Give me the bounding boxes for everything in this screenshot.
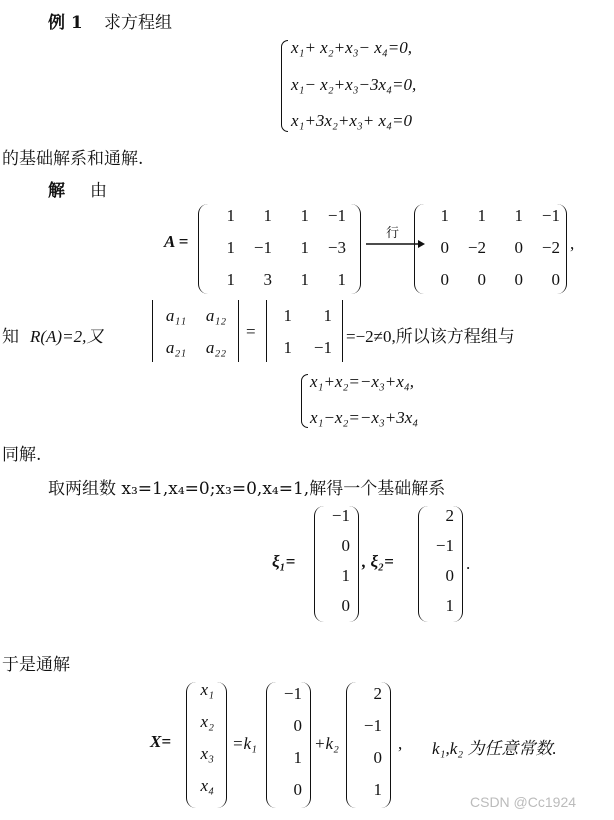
matrix-cell: −3 — [327, 238, 346, 257]
vector-entry: 0 — [445, 566, 454, 585]
minor-equals: = — [246, 322, 256, 341]
matrix-cell: 1 — [300, 206, 309, 225]
matrix-cell: 1 — [477, 206, 486, 225]
same-solution-text: 同解. — [2, 445, 42, 465]
solution-label: 解 — [48, 181, 65, 201]
vector-entry: 0 — [341, 596, 350, 615]
general-note: k₁,k₂ 为任意常数. — [432, 739, 557, 758]
matrix-cell: 0 — [551, 270, 560, 289]
vector-entry: x₃ — [200, 744, 214, 763]
matrix-cell: −1 — [541, 206, 560, 225]
vector-entry: 1 — [373, 780, 382, 799]
det-22: −1 — [313, 338, 332, 357]
minor-right-bar — [238, 300, 239, 362]
solution-word: 由 — [90, 181, 107, 201]
know-text: 知 — [2, 327, 19, 347]
general-k2: +k₂ — [314, 734, 339, 753]
system2-eq2: x₁−x₂=−x₃+3x₄ — [310, 408, 419, 427]
vector-entry: 1 — [445, 596, 454, 615]
matrix-cell: 1 — [263, 206, 272, 225]
matrix-cell: −1 — [253, 238, 272, 257]
vector-entry: 2 — [445, 506, 454, 525]
vector-entry: 0 — [341, 536, 350, 555]
system2-brace — [301, 374, 308, 428]
basic-solution-text: 的基础解系和通解. — [2, 149, 144, 169]
general-X: X= — [150, 732, 172, 751]
matrix-cell: 1 — [514, 206, 523, 225]
matrix-cell: 0 — [514, 238, 523, 257]
vector-entry: x₂ — [200, 712, 214, 731]
matrix-A-name: A = — [164, 232, 189, 251]
watermark: CSDN @Cc1924 — [470, 794, 577, 810]
minor-a11: a₁₁ — [165, 306, 187, 325]
matrix-cell: 1 — [226, 238, 235, 257]
choose-line: 取两组数 x₃=1,x₄=0;x₃=0,x₄=1,解得一个基础解系 — [48, 479, 446, 499]
det-left-bar — [266, 300, 267, 362]
matrix-cell: 1 — [337, 270, 346, 289]
vector-entry: 1 — [341, 566, 350, 585]
matrix-cell: −1 — [327, 206, 346, 225]
example-prompt: 求方程组 — [104, 13, 172, 33]
matrix-cell: −2 — [541, 238, 560, 257]
system1-eq3: x₁+3x₂+x₃+ x₄=0 — [291, 111, 412, 130]
system1-brace — [281, 40, 288, 132]
matrix-cell: −2 — [467, 238, 486, 257]
vector-entry: −1 — [283, 684, 302, 703]
xi-end: . — [466, 554, 471, 573]
general-comma: , — [398, 734, 403, 753]
matrix-cell: 1 — [226, 206, 235, 225]
det-12: 1 — [323, 306, 332, 325]
system1-eq2: x₁− x₂+x₃−3x₄=0, — [291, 75, 417, 94]
matrix-cell: 0 — [440, 270, 449, 289]
vector-entry: x₄ — [200, 776, 214, 795]
example-label: 例 1 — [48, 13, 83, 33]
det-right-bar — [342, 300, 343, 362]
vector-entry: −1 — [363, 716, 382, 735]
general-k1: =k₁ — [232, 734, 257, 753]
minor-a21: a₂₁ — [165, 338, 187, 357]
matrixA-tail: , — [570, 234, 575, 253]
vector-entry: 0 — [293, 716, 302, 735]
matrix-cell: 0 — [440, 238, 449, 257]
row-reduce-label: 行 — [386, 226, 400, 241]
vector-entry: x₁ — [200, 680, 214, 699]
minor-a12: a₁₂ — [205, 306, 227, 325]
xvec-right-paren — [216, 682, 227, 808]
vector-entry: 0 — [373, 748, 382, 767]
det-11: 1 — [283, 306, 292, 325]
vector-entry: −1 — [435, 536, 454, 555]
matrix-cell: 0 — [514, 270, 523, 289]
matrix-cell: 3 — [263, 270, 272, 289]
system1-eq1: x₁+ x₂+x₃− x₄=0, — [291, 38, 412, 57]
xi1-label: ξ₁= — [272, 552, 296, 571]
minor-left-bar — [152, 300, 153, 362]
matrix-cell: 1 — [226, 270, 235, 289]
matrix-cell: 1 — [300, 270, 309, 289]
matrixA-right-paren — [350, 204, 361, 294]
det-21: 1 — [283, 338, 292, 357]
vector-entry: −1 — [331, 506, 350, 525]
xi2-label: , ξ₂= — [362, 552, 394, 571]
matrix-cell: 1 — [440, 206, 449, 225]
general-intro: 于是通解 — [2, 655, 70, 675]
vector-entry: 2 — [373, 684, 382, 703]
rank-result: =−2≠0,所以该方程组与 — [346, 327, 515, 346]
minor-a22: a₂₂ — [205, 338, 227, 357]
system2-eq1: x₁+x₂=−x₃+x₄, — [310, 372, 414, 391]
matrix-cell: 1 — [300, 238, 309, 257]
vector-entry: 0 — [293, 780, 302, 799]
vector-entry: 1 — [293, 748, 302, 767]
matrix-cell: 0 — [477, 270, 486, 289]
rank-text: R(A)=2,又 — [30, 327, 104, 346]
